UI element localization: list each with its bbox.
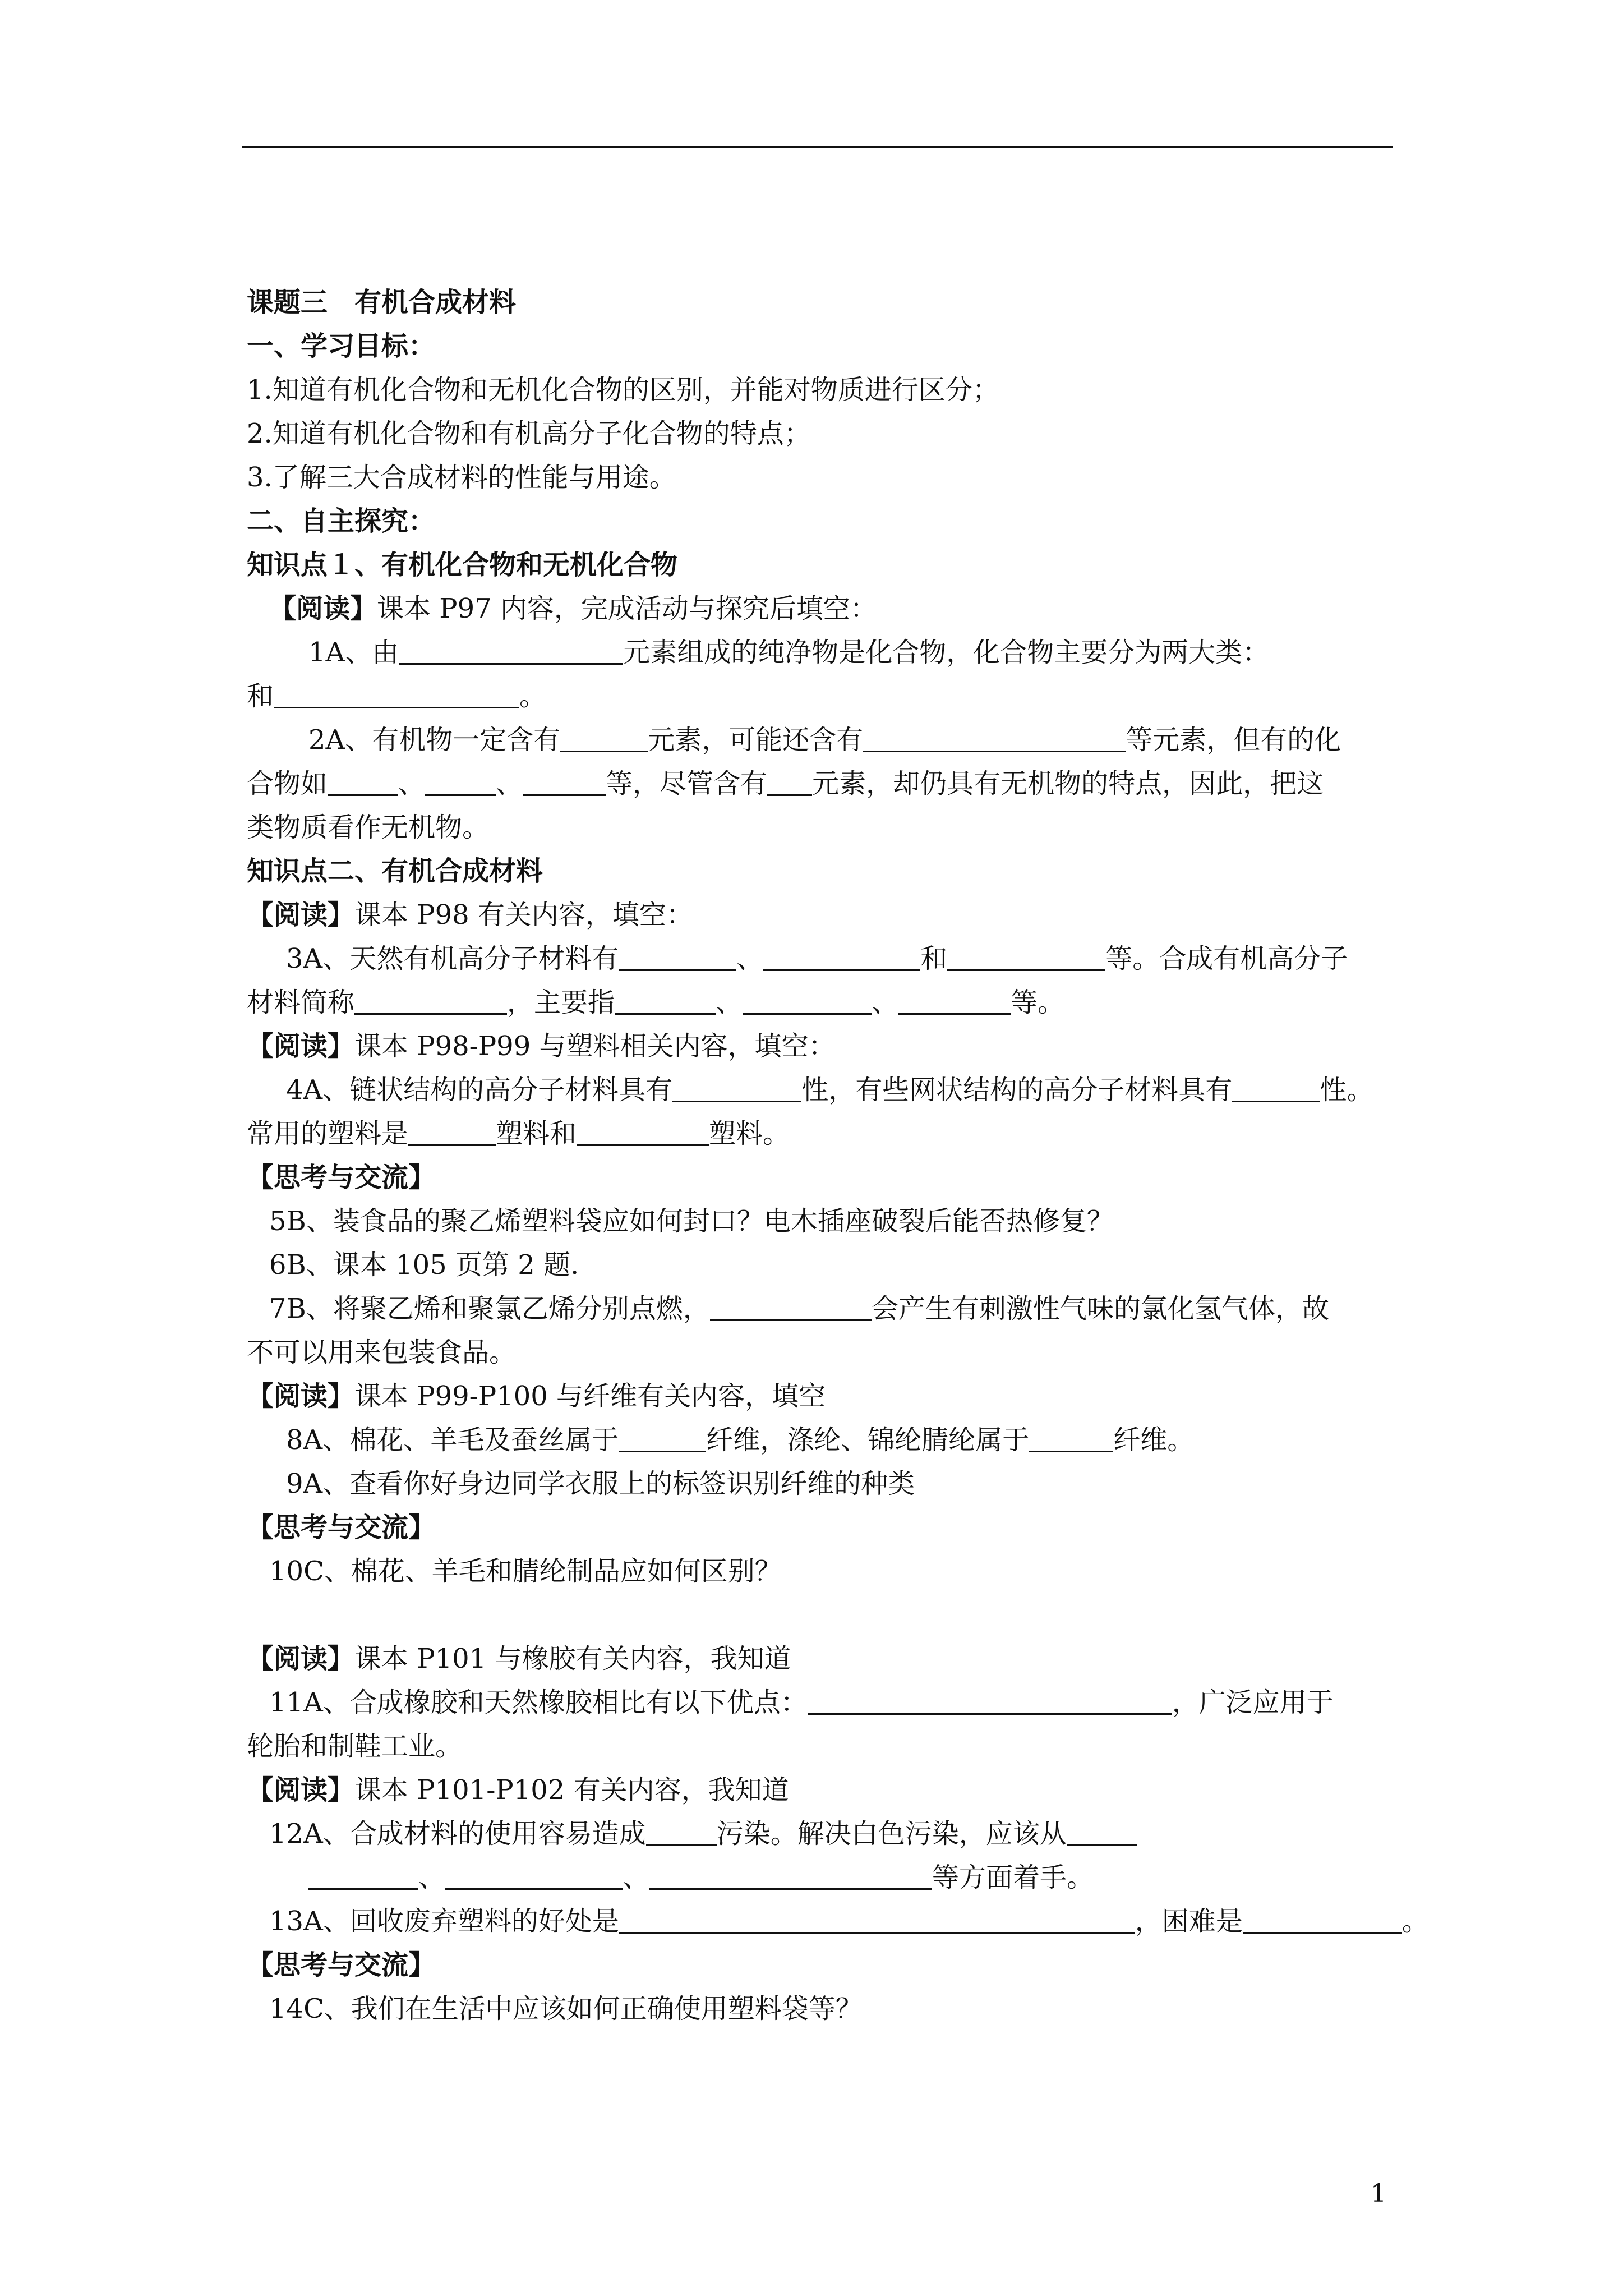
- q3-blank-4[interactable]: [354, 988, 507, 1015]
- q1-text-a: 1A、由: [308, 637, 399, 668]
- question-2-line-3: 类物质看作无机物。: [247, 812, 490, 843]
- q3-blank-3[interactable]: [947, 945, 1105, 971]
- read-text: 课本 P101-P102 有关内容，我知道: [354, 1774, 789, 1806]
- q3-text-d: 等。合成有机高分子: [1105, 943, 1348, 974]
- q12-text-a: 12A、合成材料的使用容易造成: [269, 1818, 646, 1849]
- q13-text-a: 13A、回收废弃塑料的好处是: [269, 1906, 619, 1937]
- q12-text-b: 污染。解决白色污染，应该从: [716, 1818, 1067, 1849]
- q11-text-a: 11A、合成橡胶和天然橡胶相比有以下优点：: [269, 1687, 808, 1718]
- q12-blank-1[interactable]: [646, 1820, 717, 1846]
- question-6: 6B、课本 105 页第 2 题.: [269, 1249, 579, 1281]
- q7-blank-1[interactable]: [710, 1295, 872, 1321]
- question-1-line-2: [247, 674, 1453, 718]
- q13-text-c: 。: [1401, 1906, 1429, 1937]
- read-instruction-4: [247, 1374, 1453, 1418]
- q2-text-f: 、: [496, 768, 523, 799]
- q4-text-a: 4A、链状结构的高分子材料具有: [286, 1074, 673, 1106]
- q4-text-c: 性。: [1320, 1074, 1374, 1106]
- goal-3: 3.了解三大合成材料的性能与用途。: [247, 462, 676, 493]
- question-9: 9A、查看你好身边同学衣服上的标签识别纤维的种类: [286, 1468, 915, 1499]
- q11-blank-1[interactable]: [808, 1688, 1172, 1715]
- question-14: 14C、我们在生活中应该如何正确使用塑料袋等？: [269, 1993, 863, 2024]
- header-rule: [242, 146, 1393, 148]
- q2-text-h: 元素，却仍具有无机物的特点，因此，把这: [812, 768, 1324, 799]
- q7-text-b: 会产生有刺激性气味的氯化氢气体，故: [871, 1293, 1329, 1324]
- q3-text-i: 等。: [1011, 987, 1065, 1018]
- read-text: 课本 P98 有关内容，填空：: [354, 899, 693, 931]
- read-instruction-1: [247, 587, 1453, 631]
- q3-text-b: 、: [736, 943, 764, 974]
- q11-text-b: ，广泛应用于: [1172, 1687, 1334, 1718]
- q13-text-b: ，困难是: [1135, 1906, 1243, 1937]
- q3-text-e: 材料简称: [247, 987, 355, 1018]
- question-12-line-1: [247, 1812, 1453, 1856]
- read-tag: 【阅读】: [247, 1774, 355, 1806]
- knowledge-point-1: 知识点１、有机化合物和无机化合物: [247, 549, 678, 581]
- q4-blank-1[interactable]: [672, 1076, 801, 1102]
- q2-blank-4[interactable]: [425, 770, 496, 796]
- q2-blank-3[interactable]: [328, 770, 398, 796]
- q12-text-d: 、: [623, 1862, 650, 1893]
- question-2-line-1: [247, 718, 1453, 762]
- q3-blank-5[interactable]: [615, 988, 716, 1015]
- q2-text-b: 元素，可能还含有: [648, 724, 864, 756]
- q13-blank-2[interactable]: [1243, 1907, 1402, 1934]
- q3-text-h: 、: [872, 987, 899, 1018]
- q8-text-b: 纤维，涤纶、锦纶腈纶属于: [706, 1424, 1030, 1456]
- think-discuss-heading-2: 【思考与交流】: [247, 1512, 436, 1543]
- q2-text-c: 等元素，但有的化: [1126, 724, 1341, 756]
- q1-text-d: 。: [519, 680, 547, 712]
- question-7-line-1: [247, 1287, 1453, 1331]
- read-text: 课本 P97 内容，完成活动与探究后填空：: [377, 593, 877, 624]
- read-text: 课本 P101 与橡胶有关内容，我知道: [354, 1643, 791, 1674]
- q3-blank-1[interactable]: [619, 945, 736, 971]
- q12-text-c: 、: [418, 1862, 446, 1893]
- question-5: 5B、装食品的聚乙烯塑料袋应如何封口？电木插座破裂后能否热修复？: [269, 1205, 1114, 1237]
- read-text: 课本 P99-P100 与纤维有关内容，填空: [354, 1381, 826, 1412]
- question-4-line-1: [247, 1068, 1453, 1112]
- q12-blank-4[interactable]: [445, 1864, 623, 1890]
- question-3-line-2: [247, 981, 1453, 1024]
- q8-text-c: 纤维。: [1113, 1424, 1195, 1456]
- knowledge-point-2: 知识点二、有机合成材料: [247, 855, 543, 887]
- read-tag: 【阅读】: [247, 1381, 355, 1412]
- q3-text-f: ，主要指: [507, 987, 615, 1018]
- think-discuss-heading-3: 【思考与交流】: [247, 1949, 436, 1981]
- section-explore-heading: 二、自主探究：: [247, 505, 436, 537]
- read-tag: 【阅读】: [247, 1030, 355, 1062]
- question-12-line-2: [247, 1856, 1453, 1899]
- question-4-line-2: [247, 1112, 1453, 1156]
- question-11-line-2: 轮胎和制鞋工业。: [247, 1731, 463, 1762]
- worksheet-content: [247, 280, 1453, 2031]
- q1-text-c: 和: [247, 680, 274, 712]
- page-number: 1: [1371, 2179, 1386, 2208]
- q4-text-b: 性，有些网状结构的高分子材料具有: [801, 1074, 1233, 1106]
- q13-blank-1[interactable]: [619, 1907, 1135, 1934]
- q2-blank-2[interactable]: [863, 726, 1126, 752]
- q12-text-e: 等方面着手。: [932, 1862, 1094, 1893]
- q4-blank-3[interactable]: [408, 1120, 496, 1146]
- answer-space: [247, 1593, 1453, 1637]
- read-tag: 【阅读】: [247, 1643, 355, 1674]
- q8-text-a: 8A、棉花、羊毛及蚕丝属于: [286, 1424, 619, 1456]
- question-8: [247, 1418, 1453, 1462]
- goal-1: 1.知道有机化合物和无机化合物的区别，并能对物质进行区分；: [247, 374, 999, 406]
- q1-blank-2[interactable]: [274, 682, 519, 708]
- q8-blank-1[interactable]: [619, 1426, 706, 1452]
- lesson-title: 课题三 有机合成材料: [247, 287, 517, 318]
- q2-text-g: 等，尽管含有: [606, 768, 768, 799]
- read-instruction-6: [247, 1768, 1453, 1812]
- q4-text-f: 塑料。: [709, 1118, 790, 1149]
- q12-blank-2[interactable]: [1067, 1820, 1137, 1846]
- q4-blank-4[interactable]: [577, 1120, 709, 1146]
- q1-text-b: 元素组成的纯净物是化合物，化合物主要分为两大类：: [623, 637, 1270, 668]
- think-discuss-heading-1: 【思考与交流】: [247, 1162, 436, 1193]
- q12-blank-3[interactable]: [308, 1864, 418, 1890]
- read-text: 课本 P98-P99 与塑料相关内容，填空：: [354, 1030, 836, 1062]
- read-instruction-2: [247, 893, 1453, 937]
- q2-blank-5[interactable]: [523, 770, 606, 796]
- q4-blank-2[interactable]: [1232, 1076, 1320, 1102]
- q3-blank-2[interactable]: [763, 945, 920, 971]
- read-tag: 【阅读】: [247, 899, 355, 931]
- question-7-line-2: 不可以用来包装食品。: [247, 1337, 517, 1368]
- q2-text-a: 2A、有机物一定含有: [308, 724, 561, 756]
- read-instruction-5: [247, 1637, 1453, 1681]
- section-goals-heading: 一、学习目标：: [247, 330, 436, 362]
- q2-blank-6[interactable]: [767, 770, 812, 796]
- q2-text-e: 、: [398, 768, 426, 799]
- q4-text-d: 常用的塑料是: [247, 1118, 409, 1149]
- question-10: 10C、棉花、羊毛和腈纶制品应如何区别？: [269, 1556, 782, 1587]
- q3-blank-7[interactable]: [898, 988, 1011, 1015]
- q3-text-g: 、: [716, 987, 743, 1018]
- q4-text-e: 塑料和: [496, 1118, 577, 1149]
- q7-text-a: 7B、将聚乙烯和聚氯乙烯分别点燃，: [269, 1293, 710, 1324]
- q2-blank-1[interactable]: [560, 726, 648, 752]
- goal-2: 2.知道有机化合物和有机高分子化合物的特点；: [247, 418, 811, 449]
- q8-blank-2[interactable]: [1029, 1426, 1113, 1452]
- question-11-line-1: [247, 1681, 1453, 1724]
- question-2-line-2: [247, 762, 1453, 806]
- read-tag: 【阅读】: [269, 593, 377, 624]
- q3-text-c: 和: [920, 943, 948, 974]
- q12-blank-5[interactable]: [649, 1864, 932, 1890]
- question-1-line-1: [247, 631, 1453, 674]
- q3-text-a: 3A、天然有机高分子材料有: [286, 943, 619, 974]
- q2-text-d: 合物如: [247, 768, 328, 799]
- read-instruction-3: [247, 1024, 1453, 1068]
- question-13: [247, 1899, 1453, 1943]
- question-3-line-1: [247, 937, 1453, 981]
- q1-blank-1[interactable]: [399, 638, 623, 665]
- q3-blank-6[interactable]: [743, 988, 872, 1015]
